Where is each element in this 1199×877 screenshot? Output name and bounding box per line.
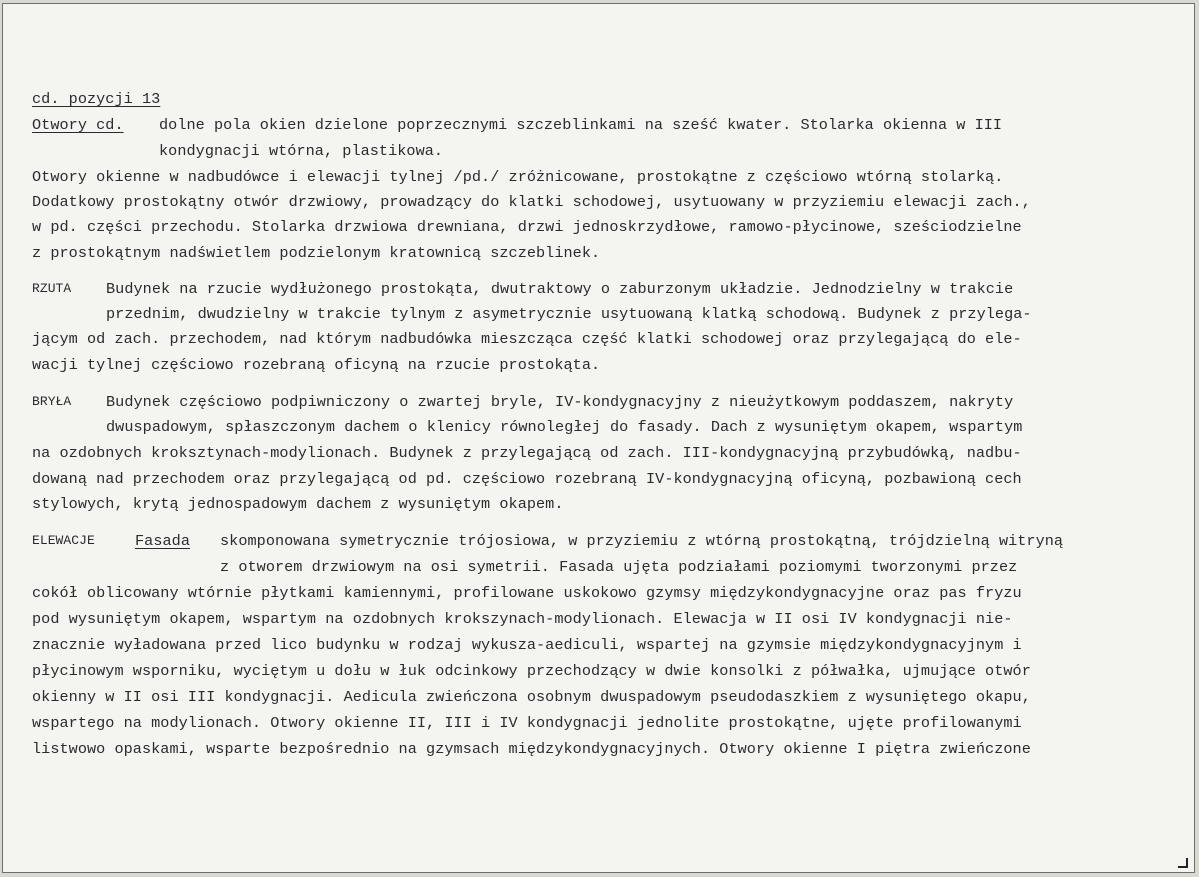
text-line: wacji tylnej częściowo rozebraną oficyną na rzucie prostokąta. <box>32 356 601 374</box>
text-line: Dodatkowy prostokątny otwór drzwiowy, prowadzący do klatki schodowej, usytuowany w przyziemiu elewacji zach., <box>32 193 1031 211</box>
text-line: dowaną nad przechodem oraz przylegającą od pd. częściowo rozebraną IV-kondygnacyjną oficyną, pozbawioną cech <box>32 470 1022 488</box>
text-line: Budynek częściowo podpiwniczony o zwartej bryle, IV-kondygnacyjny z nieużytkowym poddaszem, nakryty <box>106 393 1014 411</box>
index-card <box>2 3 1195 873</box>
text-line: płycinowym wsporniku, wyciętym u dołu w łuk odcinkowy przechodzący w dwie konsolki z półwałka, ujmujące otwór <box>32 662 1031 680</box>
text-line: cokół oblicowany wtórnie płytkami kamiennymi, profilowane uskokowo gzymsy międzykondygnacyjne oraz pas fryzu <box>32 584 1022 602</box>
text-line: okienny w II osi III kondygnacji. Aedicula zwieńczona osobnym dwuspadowym pseudodaszkiem z wysuniętego okapu, <box>32 688 1031 706</box>
text-line: jącym od zach. przechodem, nad którym nadbudówka mieszcząca część klatki schodowej oraz przylegającą do ele- <box>32 330 1022 348</box>
text-line: Budynek na rzucie wydłużonego prostokąta, dwutraktowy o zaburzonym układzie. Jednodzielny w trakcie <box>106 280 1014 298</box>
corner-mark <box>1178 858 1188 868</box>
text-line: w pd. części przechodu. Stolarka drzwiowa drewniana, drzwi jednoskrzydłowe, ramowo-płycinowe, sześciodzielne <box>32 218 1022 236</box>
text-line: wspartego na modylionach. Otwory okienne II, III i IV kondygnacji jednolite prostokątne, ujęte profilowanymi <box>32 714 1022 732</box>
section-label-elewacje: ELEWACJE <box>32 533 95 548</box>
text-line: na ozdobnych kroksztynach-modylionach. Budynek z przylegającą od zach. III-kondygnacyjną przybudówką, nadbu- <box>32 444 1022 462</box>
section-label-rzut: RZUTA <box>32 281 72 296</box>
text-line: skomponowana symetrycznie trójosiowa, w przyziemiu z wtórną prostokątną, trójdzielną witryną <box>220 532 1064 550</box>
text-line: listwowo opaskami, wsparte bezpośrednio na gzymsach międzykondygnacyjnych. Otwory okienne I piętra zwieńczone <box>32 740 1031 758</box>
text-line: znacznie wyładowana przed lico budynku w rodzaj wykusza-aediculi, wspartej na gzymsie międzykondygnacyjnym i <box>32 636 1022 654</box>
subsection-label-fasada: Fasada <box>135 532 190 550</box>
text-line: Otwory okienne w nadbudówce i elewacji tylnej /pd./ zróżnicowane, prostokątne z częściowo wtórną stolarką. <box>32 168 1004 186</box>
text-line: z prostokątnym nadświetlem podzielonym kratownicą szczeblinek. <box>32 244 601 262</box>
section-label-bryla: BRYŁA <box>32 394 72 409</box>
text-line: pod wysuniętym okapem, wspartym na ozdobnych krokszynach-modylionach. Elewacja w II osi IV kondygnacji nie- <box>32 610 1013 628</box>
text-line: dwuspadowym, spłaszczonym dachem o klenicy równoległej do fasady. Dach z wysuniętym okapem, wspartym <box>106 418 1023 436</box>
text-line: przednim, dwudzielny w trakcie tylnym z asymetrycznie usytuowaną klatką schodową. Budynek z przylega- <box>106 305 1032 323</box>
text-line: stylowych, krytą jednospadowym dachem z wysuniętym okapem. <box>32 495 564 513</box>
text-line: kondygnacji wtórna, plastikowa. <box>159 142 444 160</box>
section-label-otwory: Otwory cd. <box>32 116 124 134</box>
text-line: z otworem drzwiowym na osi symetrii. Fasada ujęta podziałami poziomymi tworzonymi przez <box>220 558 1018 576</box>
text-line: dolne pola okien dzielone poprzecznymi szczeblinkami na sześć kwater. Stolarka okienna w III <box>159 116 1003 134</box>
card-header: cd. pozycji 13 <box>32 90 161 108</box>
